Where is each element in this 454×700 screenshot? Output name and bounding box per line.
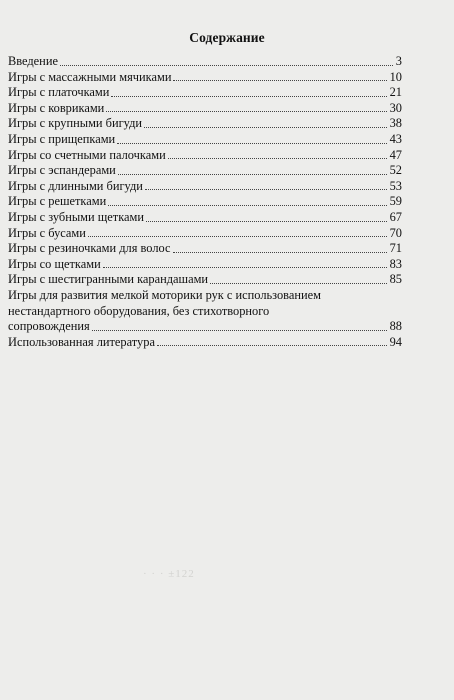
toc-entry-title: Игры с крупными бигуди [8, 116, 143, 131]
toc-entry [8, 272, 402, 288]
dot-leader [173, 80, 386, 81]
toc-entry [8, 148, 402, 164]
toc-entry-title: Игры со щетками [8, 256, 101, 271]
toc-entry-title: Введение [8, 54, 58, 68]
dot-leader [117, 143, 386, 144]
toc-entry-title-line2: нестандартного оборудования, без стихотворного [8, 303, 270, 318]
toc-entry-page: 53 [389, 178, 402, 193]
toc-entry [8, 194, 402, 210]
toc-entry-title-line1: Игры для развития мелкой моторики рук с использованием [8, 287, 321, 302]
toc-entry [8, 335, 402, 351]
dot-leader [168, 158, 387, 159]
dot-leader [88, 236, 387, 237]
toc-entry-page: 3 [395, 54, 402, 68]
toc-entry-title-line3: сопровождения [8, 319, 90, 334]
dot-leader [106, 111, 386, 112]
toc-entry-page: 10 [389, 69, 402, 84]
toc-entry-page: 38 [389, 116, 402, 131]
toc-entry [8, 226, 402, 242]
toc-entry-page: 59 [389, 194, 402, 209]
toc-entry-title: Игры с решетками [8, 194, 107, 209]
toc-entry-title: Игры с массажными мячиками [8, 69, 172, 84]
toc-entry [8, 85, 402, 101]
bleed-through-mark: · · · ±122 [143, 568, 195, 580]
toc-entry-title: Игры с длинными бигуди [8, 178, 143, 193]
toc-entry-title: Игры с бусами [8, 225, 86, 240]
dot-leader [173, 252, 387, 253]
dot-leader [210, 283, 387, 284]
toc-entry-page: 88 [389, 319, 402, 334]
dot-leader [103, 267, 387, 268]
toc-entry [8, 241, 402, 257]
toc-entry-title: Использованная литература [8, 334, 155, 349]
toc-entry-page: 83 [389, 256, 402, 271]
toc-entry [8, 70, 402, 86]
toc-entry-title: Игры с прищепками [8, 131, 116, 146]
toc-entry [8, 179, 402, 195]
toc-entry-multiline [8, 288, 402, 335]
toc-entry [8, 54, 402, 70]
dot-leader [157, 345, 387, 346]
toc-entry-page: 94 [389, 334, 402, 349]
page-title: Содержание [189, 30, 265, 45]
toc-entry-page: 85 [389, 272, 402, 287]
toc-entry [8, 257, 402, 273]
toc-entry-page: 30 [389, 100, 402, 115]
dot-leader [108, 205, 386, 206]
toc-entry-title: Игры с резиночками для волос [8, 241, 171, 256]
toc-entry-title: Игры с зубными щетками [8, 209, 145, 224]
dot-leader [146, 221, 387, 222]
dot-leader [111, 96, 386, 97]
table-of-contents [8, 54, 402, 350]
toc-entry [8, 101, 402, 117]
dot-leader [92, 330, 387, 331]
toc-entry [8, 210, 402, 226]
toc-entry-title: Игры с шестигранными карандашами [8, 272, 209, 287]
toc-entry-title: Игры с ковриками [8, 100, 105, 115]
toc-entry-page: 52 [389, 163, 402, 178]
toc-entry-page: 47 [389, 147, 402, 162]
dot-leader [145, 189, 387, 190]
toc-entry [8, 132, 402, 148]
dot-leader [144, 127, 387, 128]
toc-entry-title: Игры со счетными палочками [8, 147, 166, 162]
toc-entry-page: 21 [389, 85, 402, 100]
toc-entry-last-line [8, 319, 402, 335]
toc-entry-page: 71 [389, 241, 402, 256]
toc-entry [8, 116, 402, 132]
toc-entry-page: 67 [389, 209, 402, 224]
toc-entry-title: Игры с платочками [8, 85, 110, 100]
toc-entry-page: 43 [389, 131, 402, 146]
toc-entry-page: 70 [389, 225, 402, 240]
toc-entry-title: Игры с эспандерами [8, 163, 116, 178]
dot-leader [118, 174, 387, 175]
dot-leader [60, 65, 393, 66]
toc-entry [8, 163, 402, 179]
